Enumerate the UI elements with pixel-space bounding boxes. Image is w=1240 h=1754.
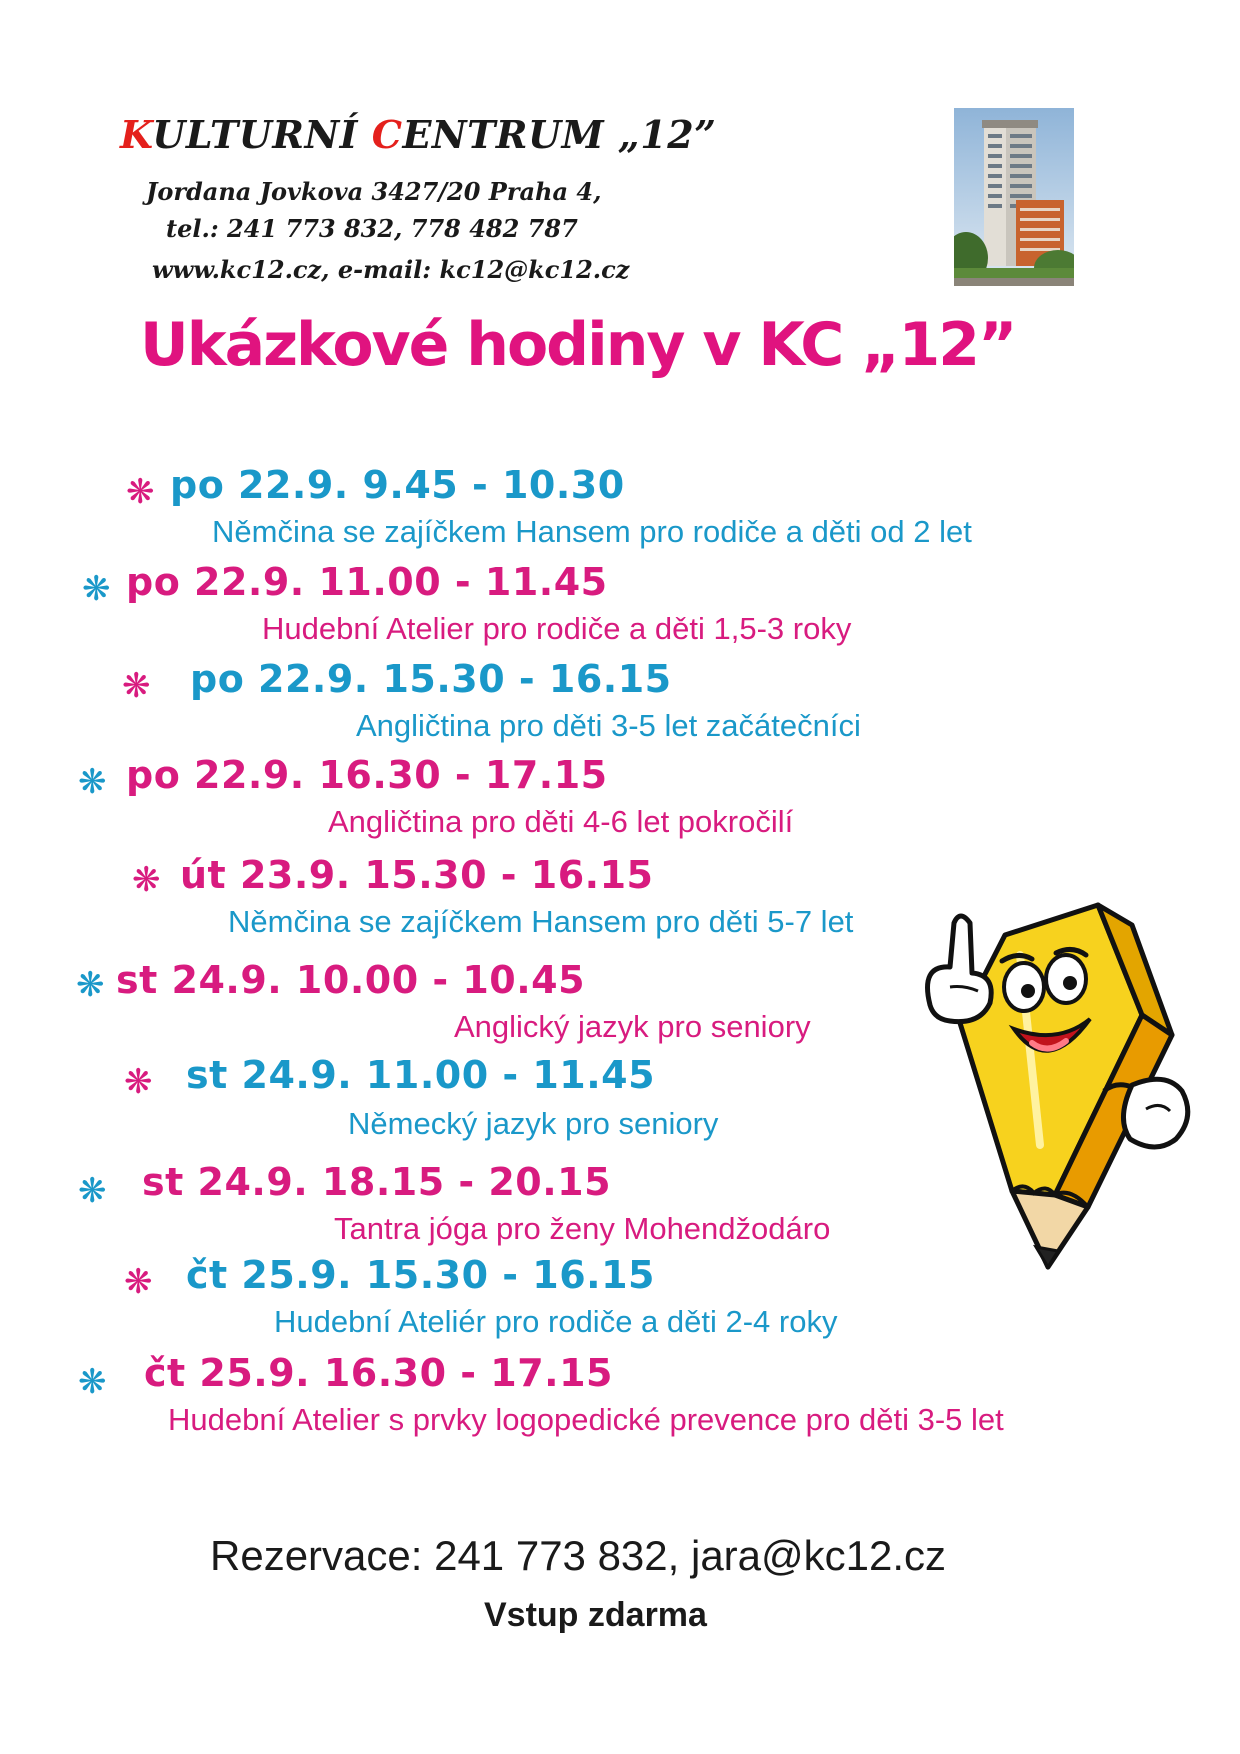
asterisk-flower-icon: ❋ — [122, 666, 151, 706]
session-description: Němčina se zajíčkem Hansem pro rodiče a děti od 2 let — [212, 514, 972, 549]
session-description: Hudební Ateliér pro rodiče a děti 2-4 roky — [274, 1304, 838, 1339]
org-name-part-1: ULTURNÍ — [152, 112, 372, 157]
asterisk-flower-icon: ❋ — [132, 860, 161, 900]
asterisk-flower-icon: ❋ — [124, 1262, 153, 1302]
session-time: po 22.9. 11.00 - 11.45 — [126, 560, 608, 604]
org-initial-c: C — [371, 112, 403, 157]
org-initial-k: K — [120, 112, 153, 157]
asterisk-flower-icon: ❋ — [78, 1171, 107, 1211]
session-description: Německý jazyk pro seniory — [348, 1106, 719, 1141]
free-entry-note: Vstup zdarma — [484, 1596, 707, 1634]
session-time: čt 25.9. 15.30 - 16.15 — [186, 1253, 655, 1297]
session-time: út 23.9. 15.30 - 16.15 — [180, 853, 654, 897]
asterisk-flower-icon: ❋ — [78, 1362, 107, 1402]
session-time: st 24.9. 10.00 - 10.45 — [116, 958, 586, 1002]
page-title: Ukázkové hodiny v KC „12” — [140, 310, 1016, 380]
session-description: Anglický jazyk pro seniory — [454, 1009, 811, 1044]
session-time: st 24.9. 18.15 - 20.15 — [142, 1160, 612, 1204]
address-line: Jordana Jovkova 3427/20 Praha 4, — [146, 177, 602, 206]
building-photo — [954, 108, 1074, 286]
phone-line: tel.: 241 773 832, 778 482 787 — [166, 214, 578, 243]
asterisk-flower-icon: ❋ — [126, 472, 155, 512]
session-description: Hudební Atelier s prvky logopedické prevence pro děti 3-5 let — [168, 1402, 1004, 1437]
session-description: Angličtina pro děti 4-6 let pokročilí — [328, 804, 794, 839]
pencil-mascot-illustration — [920, 895, 1195, 1285]
session-time: po 22.9. 16.30 - 17.15 — [126, 753, 608, 797]
session-time: po 22.9. 15.30 - 16.15 — [190, 657, 672, 701]
asterisk-flower-icon: ❋ — [78, 762, 107, 802]
session-description: Tantra jóga pro ženy Mohendžodáro — [334, 1211, 831, 1246]
asterisk-flower-icon: ❋ — [82, 569, 111, 609]
asterisk-flower-icon: ❋ — [76, 965, 105, 1005]
org-name-part-2: ENTRUM „12” — [402, 112, 717, 157]
session-description: Angličtina pro děti 3-5 let začátečníci — [356, 708, 861, 743]
organization-name — [120, 112, 717, 157]
session-description: Němčina se zajíčkem Hansem pro děti 5-7 let — [228, 904, 854, 939]
session-time: po 22.9. 9.45 - 10.30 — [170, 463, 625, 507]
reservation-contact: Rezervace: 241 773 832, jara@kc12.cz — [210, 1532, 947, 1579]
session-time: st 24.9. 11.00 - 11.45 — [186, 1053, 656, 1097]
session-time: čt 25.9. 16.30 - 17.15 — [144, 1351, 613, 1395]
session-description: Hudební Atelier pro rodiče a děti 1,5-3 roky — [262, 611, 852, 646]
asterisk-flower-icon: ❋ — [124, 1062, 153, 1102]
web-email-line: www.kc12.cz, e-mail: kc12@kc12.cz — [152, 255, 630, 284]
